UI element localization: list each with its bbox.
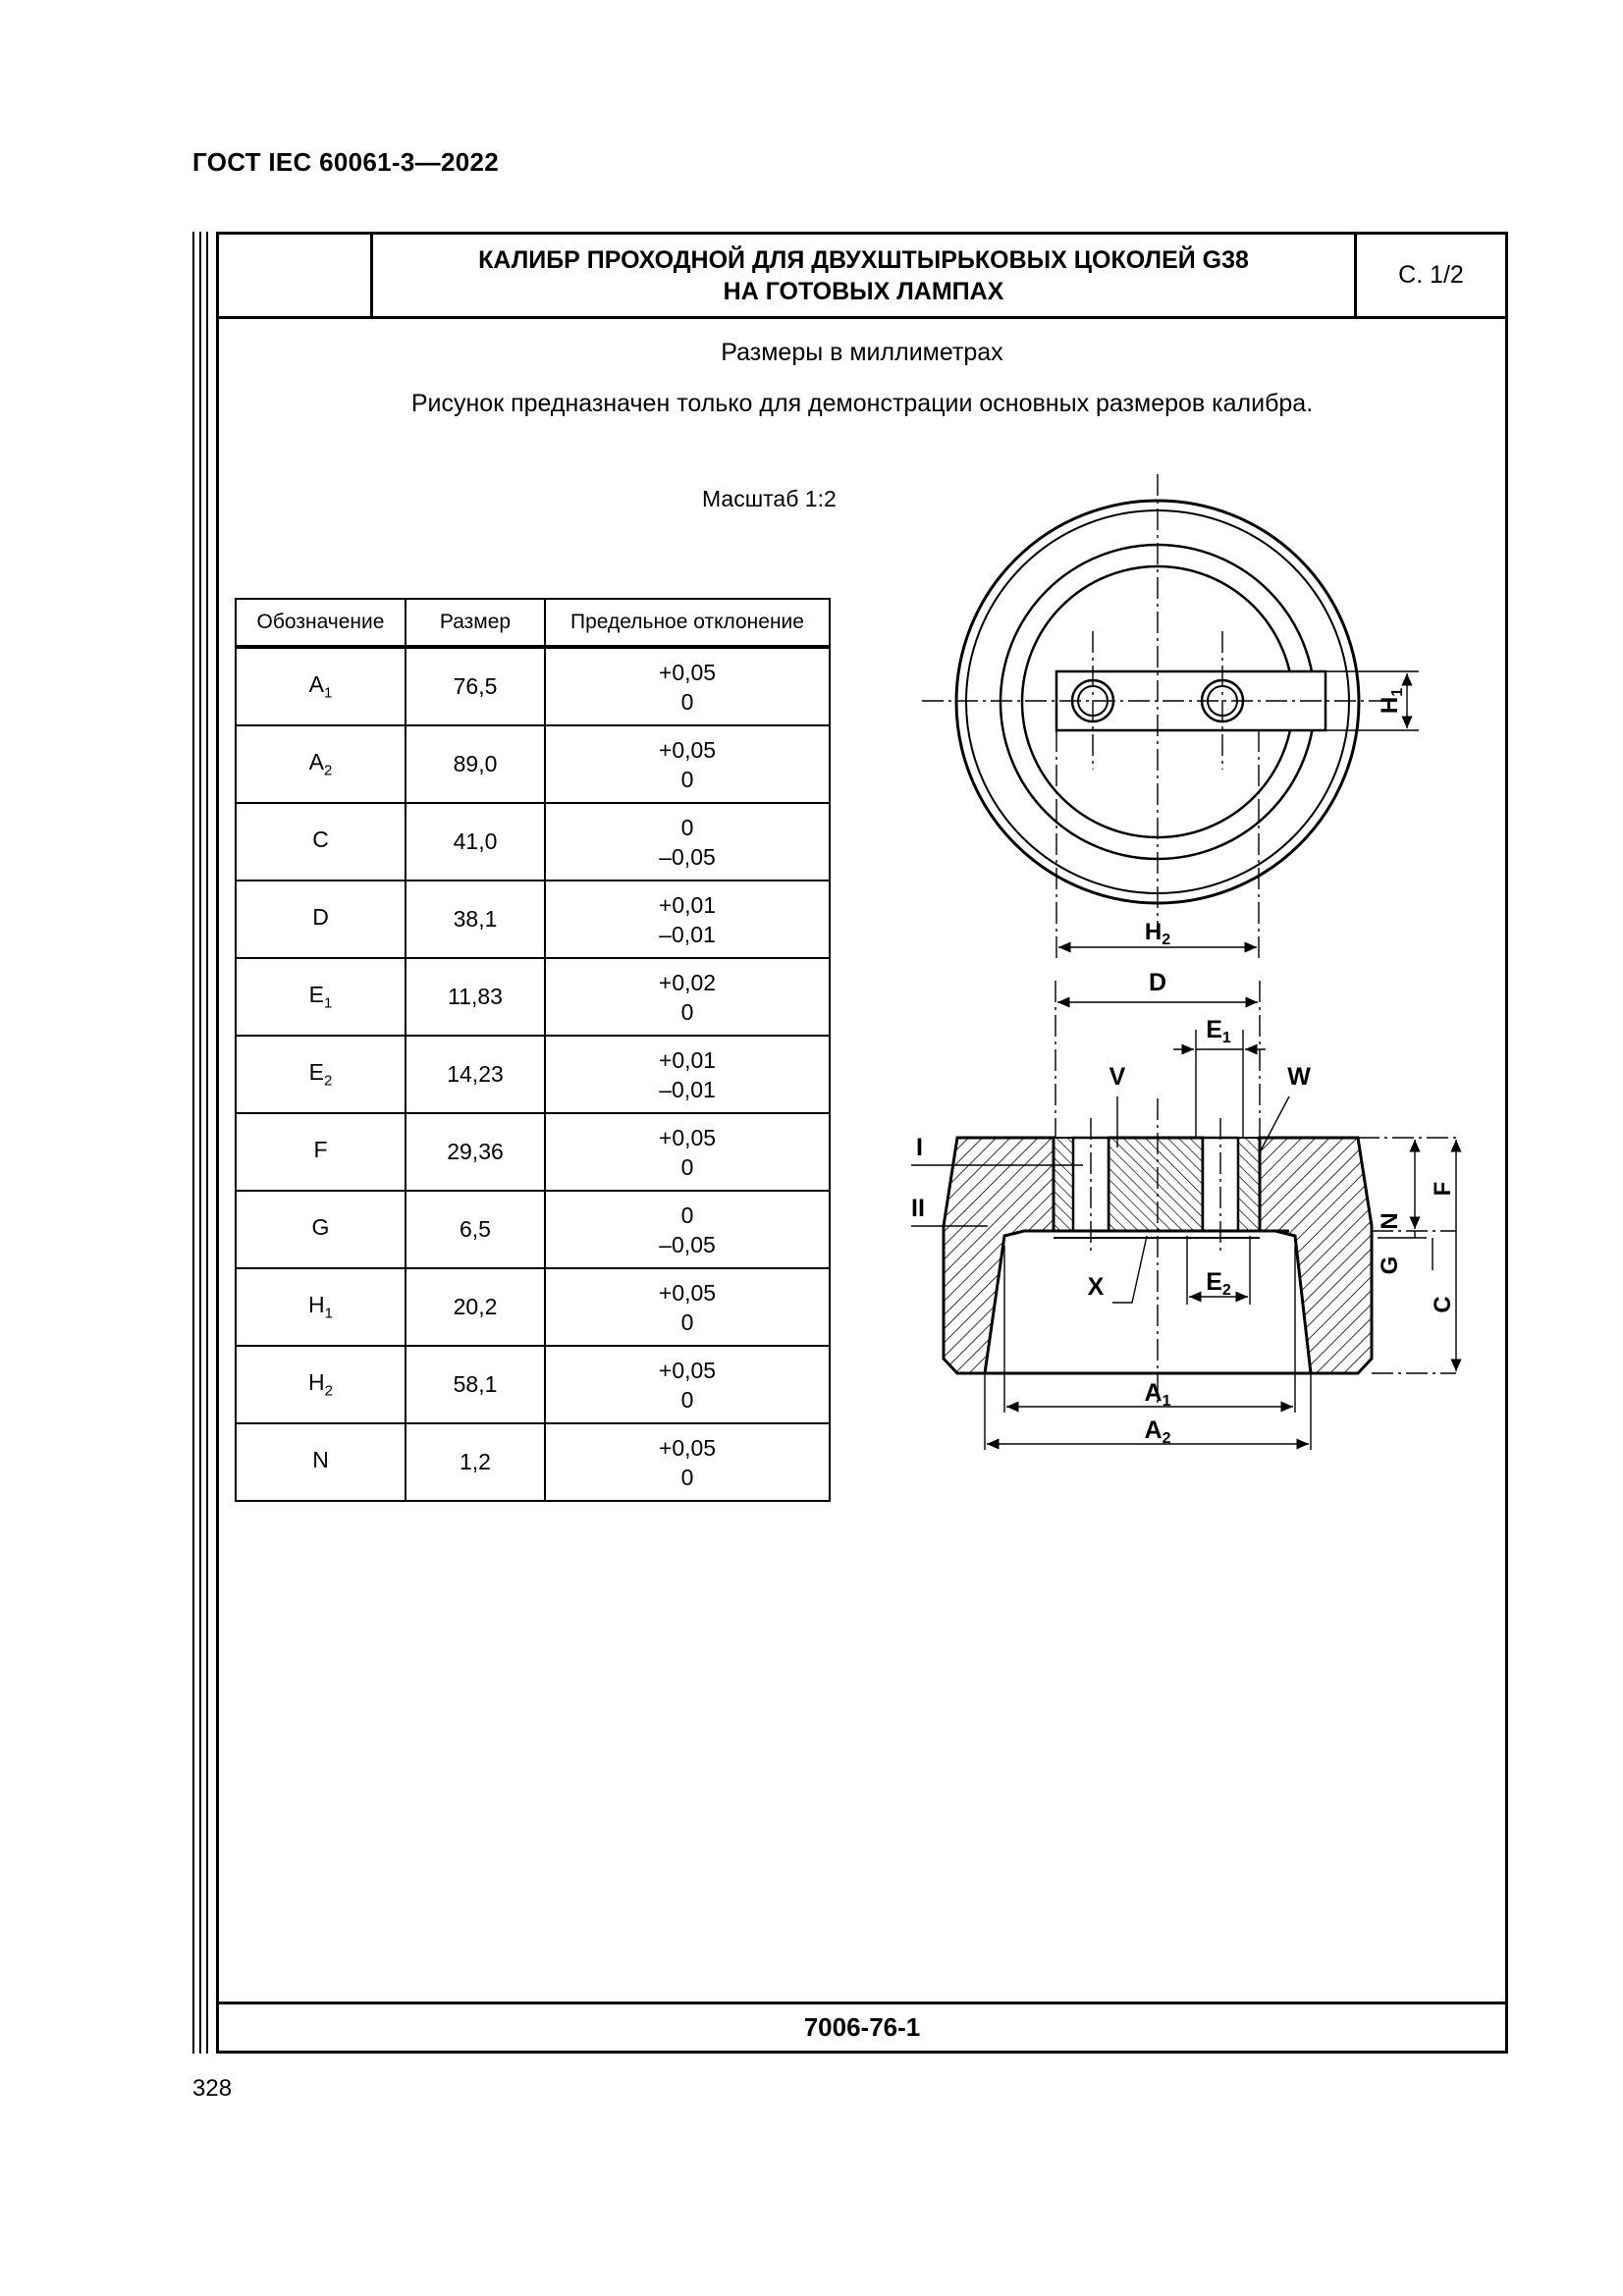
drawing-code: 7006-76-1: [219, 2002, 1505, 2051]
symbol-cell: N: [236, 1423, 406, 1501]
label-a1: $A_1$: [1144, 1379, 1171, 1410]
upper-deviation: +0,02: [658, 969, 717, 995]
pin-hole-section-left: [1073, 1138, 1109, 1231]
upper-deviation: +0,05: [658, 1357, 717, 1383]
section-sleeve-right: [1238, 1138, 1260, 1231]
technical-drawing: [219, 235, 1505, 2002]
lower-deviation: –0,01: [659, 921, 716, 947]
size-cell: 38,1: [406, 881, 545, 958]
label-g: G: [1377, 1255, 1403, 1275]
figure-note: Рисунок предназначен только для демонстрации основных размеров калибра.: [410, 390, 1314, 417]
lower-deviation: –0,05: [659, 843, 716, 870]
symbol-cell: $E_1$: [236, 958, 406, 1036]
upper-deviation: 0: [680, 1201, 694, 1228]
symbol-cell: D: [236, 881, 406, 958]
pin-hole-section-right: [1203, 1138, 1238, 1231]
section-left-hatch: [944, 1138, 1054, 1373]
upper-deviation: +0,01: [658, 1046, 717, 1073]
symbol-cell: C: [236, 803, 406, 881]
label-f: F: [1430, 1181, 1456, 1197]
label-i: I: [916, 1134, 923, 1161]
label-c: C: [1430, 1296, 1456, 1313]
lower-deviation: 0: [680, 1386, 694, 1413]
upper-deviation: +0,05: [658, 1124, 717, 1150]
label-h1: $H_1$: [1377, 687, 1406, 715]
size-cell: 14,23: [406, 1036, 545, 1113]
size-cell: 6,5: [406, 1191, 545, 1268]
lower-deviation: 0: [680, 766, 694, 792]
scale-label: Масштаб 1:2: [702, 486, 837, 511]
size-cell: 41,0: [406, 803, 545, 881]
section-sleeve-left: [1054, 1138, 1073, 1231]
symbol-cell: G: [236, 1191, 406, 1268]
label-e1: $E_1$: [1206, 1016, 1231, 1046]
document-header: ГОСТ IEC 60061-3—2022: [192, 147, 499, 177]
symbol-cell: $H_2$: [236, 1346, 406, 1423]
size-cell: 89,0: [406, 725, 545, 803]
drawing-sheet-frame: [216, 232, 1508, 2054]
label-e2: $E_2$: [1206, 1268, 1231, 1299]
size-cell: 76,5: [406, 647, 545, 725]
symbol-cell: F: [236, 1113, 406, 1191]
label-d: D: [1148, 969, 1167, 996]
section-insert-hatch: [1109, 1138, 1203, 1231]
size-cell: 11,83: [406, 958, 545, 1036]
label-w: W: [1287, 1063, 1311, 1091]
symbol-cell: $E_2$: [236, 1036, 406, 1113]
symbol-cell: $A_2$: [236, 725, 406, 803]
upper-deviation: +0,01: [658, 891, 717, 918]
lower-deviation: –0,01: [659, 1076, 716, 1102]
leader-x: [1112, 1236, 1147, 1303]
symbol-cell: $H_1$: [236, 1268, 406, 1346]
upper-deviation: +0,05: [658, 659, 717, 685]
page-number: 328: [192, 2075, 233, 2102]
lower-deviation: 0: [680, 1464, 694, 1490]
lower-deviation: 0: [680, 688, 694, 715]
section-view: [911, 969, 1456, 1450]
column-header: Обозначение: [236, 599, 406, 647]
size-cell: 1,2: [406, 1423, 545, 1501]
column-header: Предельное отклонение: [545, 599, 830, 647]
column-header: Размер: [406, 599, 545, 647]
upper-deviation: +0,05: [658, 1434, 717, 1461]
lower-deviation: 0: [680, 998, 694, 1025]
symbol-cell: $A_1$: [236, 647, 406, 725]
lower-deviation: –0,05: [659, 1231, 716, 1257]
label-x: X: [1087, 1273, 1105, 1301]
label-v: V: [1109, 1063, 1126, 1091]
sheet-title-line-2: НА ГОТОВЫХ ЛАМПАХ: [723, 277, 1004, 305]
upper-deviation: +0,05: [658, 1279, 717, 1306]
upper-deviation: 0: [680, 814, 694, 840]
size-cell: 29,36: [406, 1113, 545, 1191]
label-ii: II: [911, 1195, 925, 1222]
lower-deviation: 0: [680, 1153, 694, 1180]
sheet-number: С. 1/2: [1354, 235, 1505, 316]
label-a2: $A_2$: [1144, 1416, 1171, 1447]
binding-line: [192, 232, 194, 2054]
units-note: Размеры в миллиметрах: [721, 339, 1003, 366]
section-right-hatch: [1260, 1138, 1372, 1373]
binding-line: [199, 232, 201, 2054]
upper-deviation: +0,05: [658, 736, 717, 763]
size-cell: 58,1: [406, 1346, 545, 1423]
binding-line: [206, 232, 208, 2054]
top-view: [922, 474, 1419, 961]
lower-deviation: 0: [680, 1308, 694, 1335]
label-h2: $H_2$: [1144, 919, 1171, 948]
size-cell: 20,2: [406, 1268, 545, 1346]
label-n: N: [1377, 1212, 1403, 1230]
sheet-title-line-1: КАЛИБР ПРОХОДНОЙ ДЛЯ ДВУХШТЫРЬКОВЫХ ЦОКОЛЕЙ G38: [478, 245, 1249, 274]
